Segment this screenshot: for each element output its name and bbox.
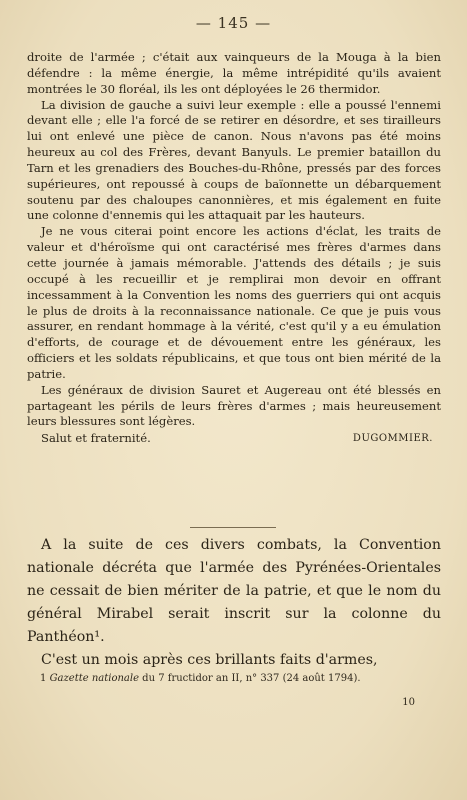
narrative-text bbox=[27, 534, 441, 672]
footnote bbox=[40, 672, 361, 686]
footnote-source: Gazette nationale bbox=[49, 673, 139, 684]
signature-mark: 10 bbox=[402, 697, 415, 708]
paragraph: droite de l'armée ; c'était aux vainqueurs de la Mouga à la bien défendre : la même énergie, la même intrépidité qu'ils avaient montrées le 30 floréal, ils les ont déployées le 26 thermidor. bbox=[27, 50, 441, 96]
signature: DUGOMMIER. bbox=[352, 433, 433, 445]
footnote-marker: 1 bbox=[40, 673, 47, 684]
signature-line bbox=[27, 430, 441, 447]
paragraph: C'est un mois après ces brillants faits d'armes, bbox=[41, 652, 378, 668]
paragraph: Les généraux de division Sauret et Augereau ont été blessés en partageant les périls de leurs frères d'armes ; mais heureusement leurs blessures sont légères. bbox=[27, 382, 441, 429]
paragraph: A la suite de ces divers combats, la Convention nationale décréta que l'armée des Pyrénées-Orientales ne cessait de bien mériter de la patrie, et que le nom du général Mirabel serait inscrit sur la colonne du Panthéon¹. bbox=[27, 537, 441, 645]
page-number: — 145 — bbox=[195, 14, 272, 32]
footnote-text: du 7 fructidor an II, n° 337 (24 août 1794). bbox=[139, 673, 361, 684]
paragraph: Je ne vous citerai point encore les actions d'éclat, les traits de valeur et d'héroïsme qui ont caractérisé mes frères d'armes dans cette journée à jamais mémorable. J'attends des détails ; je suis occupé à les recueillir et je remplirai mon devoir en offrant incessamment à la Convention les noms des guerriers qui ont acquis le plus de droits à la reconnaissance nationale. Ce que je puis vous assurer, en rendant hommage à la vérité, c'est qu'il y a eu émulation d'efforts, de courage et de dévouement entre les généraux, les officiers et les soldats républicains, et que tous ont bien mérité de la patrie. bbox=[27, 224, 441, 381]
paragraph: La division de gauche a suivi leur exemple : elle a poussé l'ennemi devant elle ; elle l'a forcé de se retirer en désordre, et ses tirailleurs lui ont enlevé une pièce de canon. Nous n'avons pas été moins heureux au col des Frères, devant Banyuls. Le premier bataillon du Tarn et les grenadiers des Bouches-du-Rhône, pressés par des forces supérieures, ont repoussé à coups de baïonnette un débarquement soutenu par des chaloupes canonnières, et mis également en fuite une colonne d'ennemis qui les attaquait par les hauteurs. bbox=[27, 97, 441, 223]
report-text bbox=[27, 50, 441, 447]
divider bbox=[190, 527, 276, 528]
closing-salutation: Salut et fraternité. bbox=[41, 431, 151, 446]
